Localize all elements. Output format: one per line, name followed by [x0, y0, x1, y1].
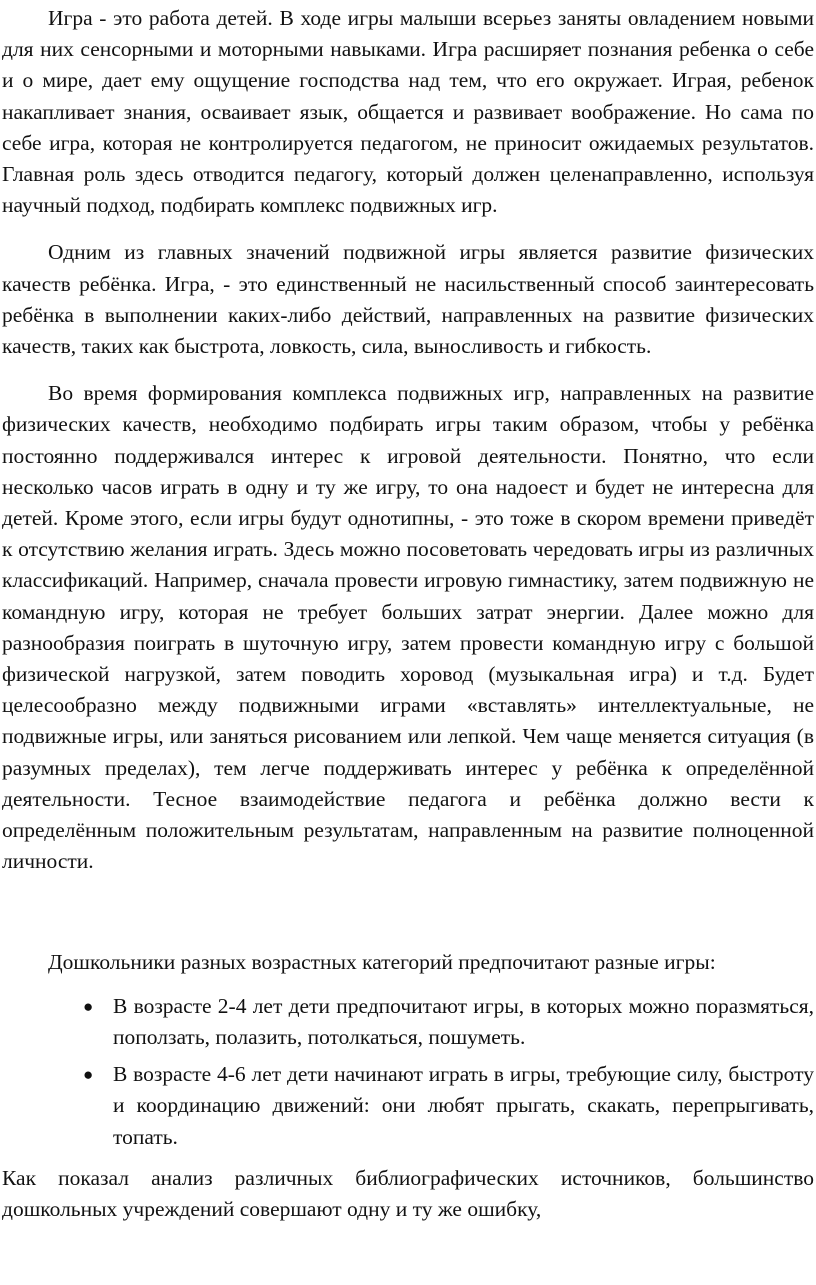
list-item-text: В возрасте 4-6 лет дети начинают играть в игры, требующие силу, быстроту и координацию движений: они любят прыгать, скакать, перепрыгивать, топать. — [113, 1062, 814, 1149]
list-intro: Дошкольники разных возрастных категорий предпочитают разные игры: — [48, 950, 716, 975]
list-item — [2, 991, 814, 1053]
bullet-icon: ● — [83, 996, 94, 1016]
paragraph-analysis: Как показал анализ различных библиографических источников, большинство дошкольных учреждений совершают одну и ту же ошибку, — [2, 1165, 814, 1221]
bullet-icon: ● — [83, 1065, 94, 1085]
paragraph-physical-qualities: Одним из главных значений подвижной игры является развитие физических качеств ребёнка. Игра, - это единственный не насильственный способ заинтересовать ребёнка в выполнении каких-либо действий, направленных на развитие физических качеств, таких как быстрота, ловкость, сила, выносливость и гибкость. — [2, 240, 814, 359]
age-preferences-list — [2, 991, 814, 1153]
paragraph-game-complex: Во время формирования комплекса подвижных игр, направленных на развитие физических качеств, необходимо подбирать игры таким образом, чтобы у ребёнка постоянно поддерживался интерес к игровой деятельности. Понятно, что если несколько часов играть в одну и ту же игру, то она надоест и будет не интересна для детей. Кроме этого, если игры будут однотипны, - это тоже в скором времени приведёт к отсутствию желания играть. Здесь можно посоветовать чередовать игры из различных классификаций. Например, сначала провести игровую гимнастику, затем подвижную не командную игру, которая не требует больших затрат энергии. Далее можно для разнообразия поиграть в шуточную игру, затем провести командную игру с большой физической нагрузкой, затем поводить хоровод (музыкальная игра) и т.д. Будет целесообразно между подвижными играми «вставлять» интеллектуальные, не подвижные игры, или заняться рисованием или лепкой. Чем чаще меняется ситуация (в разумных пределах), тем легче поддерживать интерес у ребёнка к определённой деятельности. Тесное взаимодействие педагога и ребёнка должно вести к определённым положительным результатам, направленным на развитие полноценной личности. — [2, 381, 814, 874]
paragraph-game-is-work: Игра - это работа детей. В ходе игры малыши всерьез заняты овладением новыми для них сенсорными и моторными навыками. Игра расширяет познания ребенка о себе и о мире, дает ему ощущение господства над тем, что его окружает. Играя, ребенок накапливает знания, осваивает язык, общается и развивает воображение. Но сама по себе игра, которая не контролируется педагогом, не приносит ожидаемых результатов. Главная роль здесь отводится педагогу, который должен целенаправленно, используя научный подход, подбирать комплекс подвижных игр. — [2, 6, 814, 218]
list-item — [2, 1059, 814, 1153]
list-item-text: В возрасте 2-4 лет дети предпочитают игры, в которых можно поразмяться, поползать, полазить, потолкаться, пошуметь. — [113, 993, 814, 1049]
